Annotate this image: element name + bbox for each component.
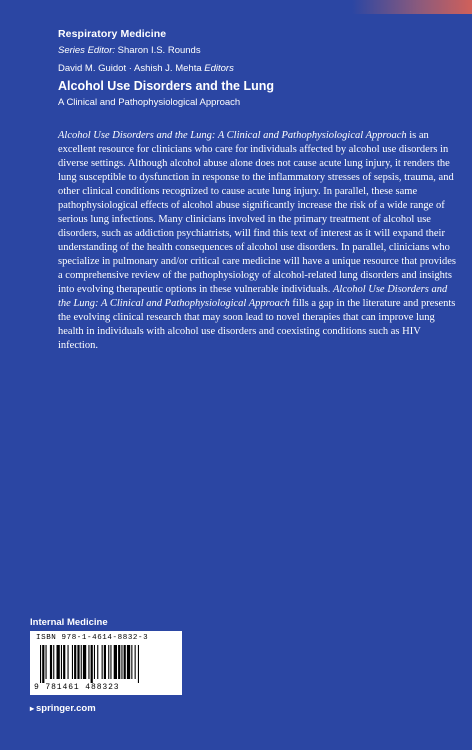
book-subtitle: A Clinical and Pathophysiological Approach <box>58 97 241 108</box>
barcode-bar <box>108 645 109 679</box>
authors-role: Editors <box>204 63 234 74</box>
barcode-bar <box>42 645 44 683</box>
barcode-bar <box>50 645 52 679</box>
description-title-ref-1: Alcohol Use Disorders and the Lung: A Clinical and Pathophysiological Approach <box>58 130 407 141</box>
barcode-bar <box>131 645 132 679</box>
barcode-bar <box>102 645 103 679</box>
book-description <box>58 129 460 353</box>
barcode-bar <box>121 645 122 679</box>
book-title: Alcohol Use Disorders and the Lung <box>58 79 274 93</box>
barcode-bar <box>40 645 41 683</box>
barcode-bar <box>61 645 62 679</box>
isbn-barcode <box>30 631 182 695</box>
barcode-bar <box>77 645 79 679</box>
barcode-bar <box>94 645 95 679</box>
publisher-link-text: springer.com <box>36 703 96 714</box>
barcode-bar <box>124 645 126 679</box>
series-editor-name: Sharon I.S. Rounds <box>117 45 201 56</box>
barcode-bars <box>40 645 172 683</box>
barcode-bar <box>68 645 69 679</box>
barcode-bar <box>46 645 47 679</box>
barcode-bar <box>72 645 73 679</box>
barcode-bar <box>118 645 120 679</box>
barcode-bar <box>91 645 93 683</box>
barcode-bar <box>97 645 98 679</box>
isbn-number: ISBN 978-1-4614-8832-3 <box>36 634 149 642</box>
barcode-bar <box>57 645 60 679</box>
description-text-2: fills a gap in the literature and presents the evolving clinical research that may soon lead to novel therapies that can improve lung health in individuals with alcohol use disorders and coexisting conditions such as HIV infection. <box>58 298 456 351</box>
book-authors <box>58 63 234 74</box>
barcode-bar <box>138 645 139 683</box>
barcode-bar <box>53 645 54 679</box>
series-name: Respiratory Medicine <box>58 28 167 40</box>
description-text-1: is an excellent resource for clinicians who care for individuals affected by alcohol use disorders in diverse settings. Although alcohol abuse alone does not cause acute lung injury, it renders the lung susceptible to dysfunction in response to the inflammatory stresses of sepsis, trauma, and other clinical conditions recognized to cause acute lung injury. In parallel, these same pathophysiological effects of alcohol abuse significantly increase the risk of a wide range of serious lung infections. Many clinicians involved in the primary treatment of alcohol use disorders, such as addiction psychiatrists, will find this text of interest as it will expand their understanding of the health consequences of alcohol use disorders. In parallel, clinicians who specialize in pulmonary and/or critical care medicine will have a unique resource that provides a comprehensive review of the pathophysiology of alcohol-related lung disorders and insights into evolving therapeutic options in these vulnerable individuals. <box>58 130 456 295</box>
arrow-right-icon: ▸ <box>30 704 35 713</box>
barcode-digits: 9 781461 488323 <box>34 683 120 692</box>
authors-names: David M. Guidot · Ashish J. Mehta <box>58 63 202 74</box>
barcode-bar <box>104 645 106 679</box>
barcode-bar <box>74 645 76 679</box>
barcode-bar <box>83 645 86 679</box>
barcode-bar <box>135 645 136 679</box>
barcode-bar <box>81 645 82 679</box>
publisher-website-link[interactable] <box>30 703 96 714</box>
imprint-label: Internal Medicine <box>30 617 108 628</box>
description-title-ref-2: Alcohol Use Disorders and the Lung: A Clinical and Pathophysiological Approach <box>58 284 448 309</box>
barcode-bar <box>114 645 117 679</box>
series-editor <box>58 45 201 56</box>
barcode-bar <box>63 645 65 679</box>
series-editor-label: Series Editor: <box>58 45 116 56</box>
barcode-bar <box>110 645 111 679</box>
barcode-bar <box>88 645 89 679</box>
barcode-bar <box>127 645 130 679</box>
corner-accent-stripe <box>352 0 472 14</box>
